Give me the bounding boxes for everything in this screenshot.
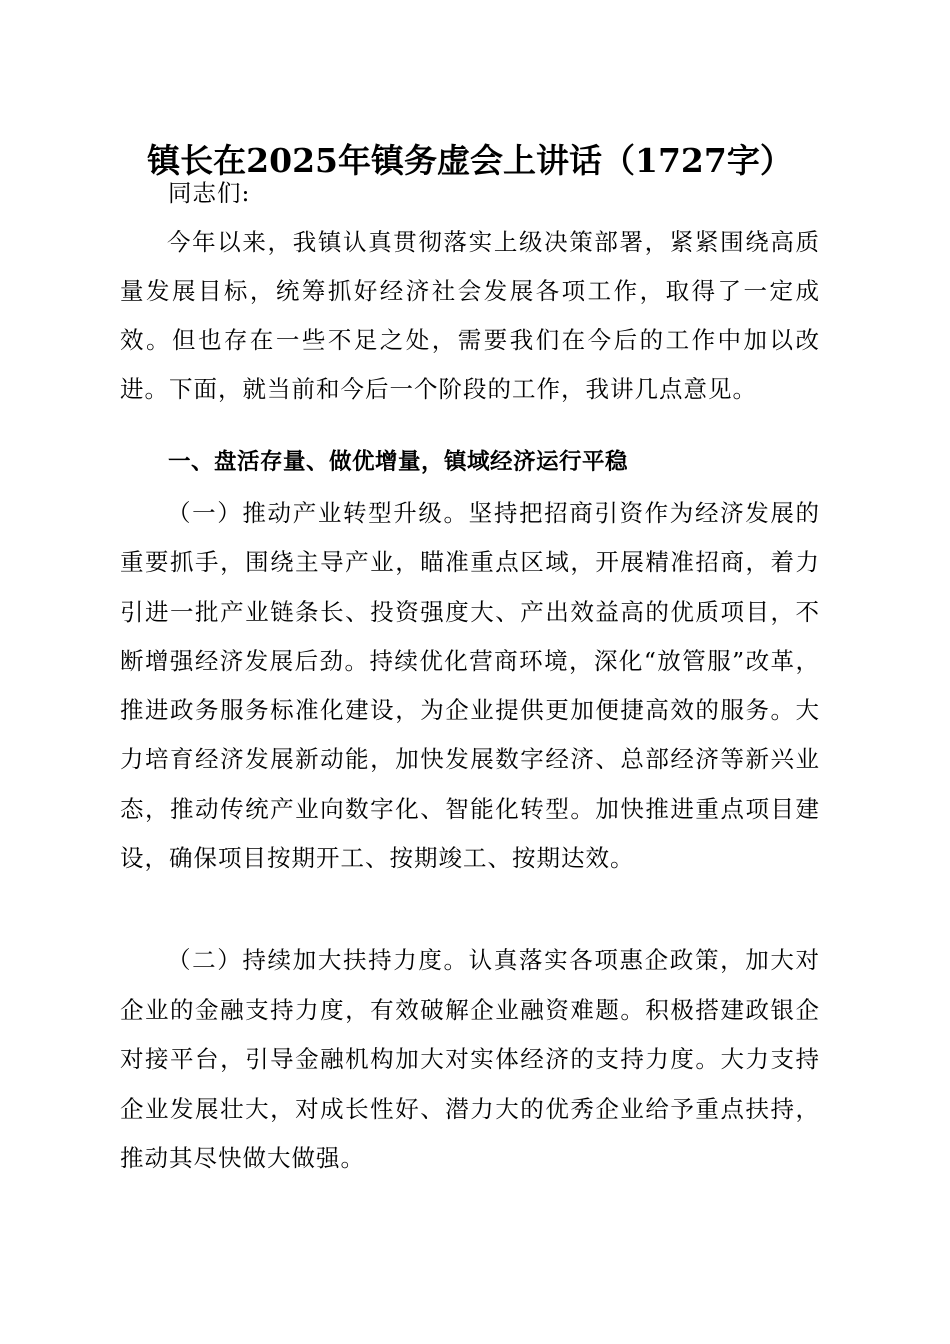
subsection-paragraph-2: （二）持续加大扶持力度。认真落实各项惠企政策，加大对企业的金融支持力度，有效破解企业融资难题。积极搭建政银企对接平台，引导金融机构加大对实体经济的支持力度。大力支持企业发展壮大，对成长性好、潜力大的优秀企业给予重点扶持，推动其尽快做大做强。	[120, 946, 820, 1173]
intro-paragraph: 今年以来，我镇认真贯彻落实上级决策部署，紧紧围绕高质量发展目标，统筹抓好经济社会发展各项工作，取得了一定成效。但也存在一些不足之处，需要我们在今后的工作中加以改进。下面，就当前和今后一个阶段的工作，我讲几点意见。	[120, 228, 820, 403]
subsection-paragraph-1: （一）推动产业转型升级。坚持把招商引资作为经济发展的重要抓手，围绕主导产业，瞄准重点区域，开展精准招商，着力引进一批产业链条长、投资强度大、产出效益高的优质项目，不断增强经济发展后劲。持续优化营商环境，深化“放管服”改革，推进政务服务标准化建设，为企业提供更加便捷高效的服务。大力培育经济发展新动能，加快发展数字经济、总部经济等新兴业态，推动传统产业向数字化、智能化转型。加快推进重点项目建设，确保项目按期开工、按期竣工、按期达效。	[120, 499, 820, 873]
greeting: 同志们:	[168, 179, 251, 207]
section-heading-1: 一、盘活存量、做优增量，镇域经济运行平稳	[168, 449, 629, 475]
document-title: 镇长在2025年镇务虚会上讲话（1727字）	[147, 141, 793, 180]
